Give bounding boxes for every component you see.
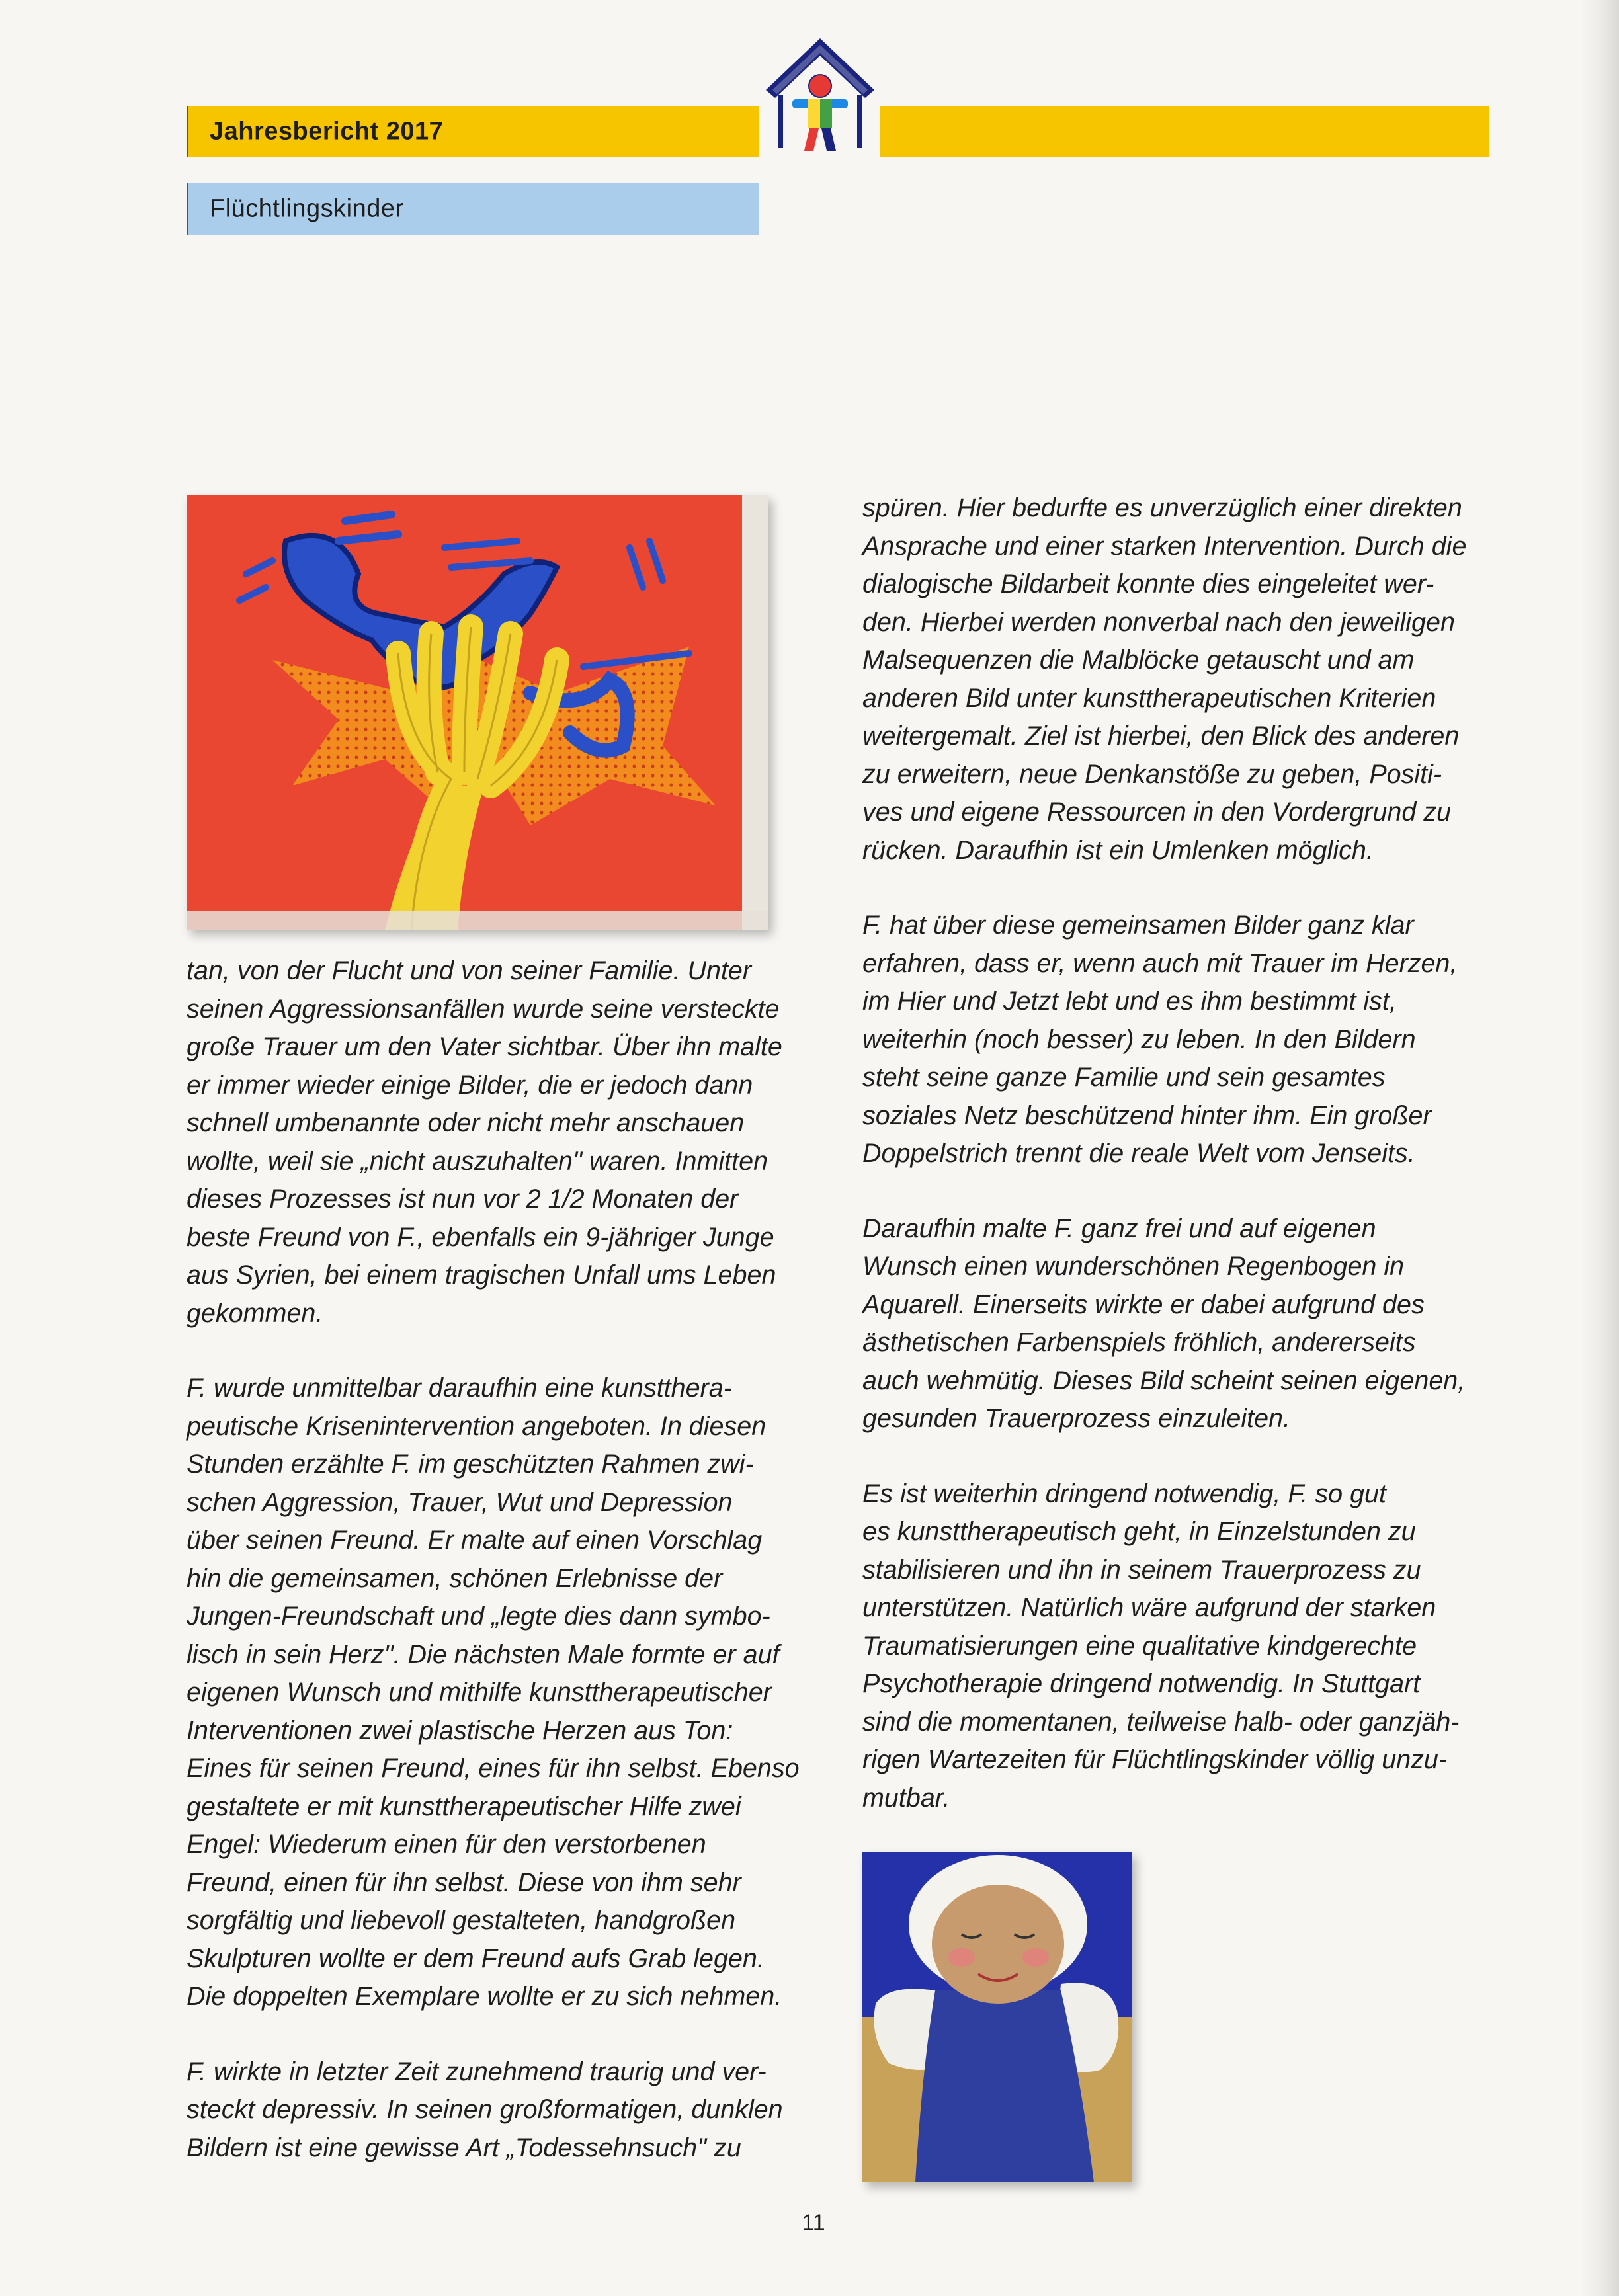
paragraph: spüren. Hier bedurfte es unverzüglich einer direkten Ansprache und einer starken Intervention. Durch die dialogische Bildarbeit konnte dies eingeleitet wer- den. Hierbei werden nonverbal nach den jeweiligen Malsequenzen die Malblöcke getauscht und am anderen Bild unter kunsttherapeutischen Kriterien weitergemalt. Ziel ist hierbei, den Blick des anderen zu erweitern, neue Denkanstöße zu geben, Positi- ves und eigene Ressourcen in den Vordergrund zu rücken. Daraufhin ist ein Umlenken möglich.	[862, 493, 1467, 865]
section-title: Flüchtlingskinder	[210, 194, 404, 223]
paragraph: Es ist weiterhin dringend notwendig, F. so gut es kunsttherapeutisch geht, in Einzelstunden zu stabilisieren und ihn in seinem Trauerprozess zu unterstützen. Natürlich wäre aufgrund der starken Traumatisierungen eine qualitative kindgerechte Psychotherapie dringend notwendig. In Stuttgart sind die momentanen, teilweise halb- oder ganzjäh- rigen Wartezeiten für Flüchtlingskinder völlig unzu- mutbar.	[862, 1479, 1460, 1813]
paragraph: Daraufhin malte F. ganz frei und auf eigenen Wunsch einen wunderschönen Regenbogen in Aquarell. Einerseits wirkte er dabei aufgrund des ästhetischen Farbenspiels fröhlich, andererseits auch wehmütig. Dieses Bild scheint seinen eigenen, gesunden Trauerprozess einzuleiten.	[862, 1213, 1466, 1433]
report-title-bar	[187, 106, 759, 157]
house-child-logo-icon	[761, 34, 880, 164]
child-painting-photo	[187, 495, 768, 930]
right-text-column	[862, 489, 1497, 1854]
clay-angel-photo	[862, 1852, 1132, 2182]
report-title: Jahresbericht 2017	[210, 117, 444, 145]
paragraph: F. wirkte in letzter Zeit zunehmend traurig und ver- steckt depressiv. In seinen großformatigen, dunklen Bildern ist eine gewisse Art „Todessehnsuch" zu	[187, 2057, 783, 2162]
page-number: 11	[802, 2210, 825, 2235]
paragraph: F. hat über diese gemeinsamen Bilder ganz klar erfahren, dass er, wenn auch mit Trauer im Herzen, im Hier und Jetzt lebt und es ihm bestimmt ist, weiterhin (noch besser) zu leben. In den Bildern steht seine ganze Familie und sein gesamtes soziales Netz beschützend hinter ihm. Ein großer Doppelstrich trennt die reale Welt vom Jenseits.	[862, 911, 1458, 1168]
page-edge-shadow	[1579, 0, 1619, 2296]
paragraph: F. wurde unmittelbar daraufhin eine kunstthera- peutische Krisenintervention angeboten. In diesen Stunden erzählte F. im geschützten Rahmen zwi- schen Aggression, Trauer, Wut und Depression über seinen Freund. Er malte auf einen Vorschlag hin die gemeinsamen, schönen Erlebnisse der Jungen-Freundschaft und „legte dies dann symbo- lisch in sein Herz". Die nächsten Male formte er auf eigenen Wunsch und mithilfe kunsttherapeutischer Interventionen zwei plastische Herzen aus Ton: Eines für seinen Freund, eines für ihn selbst. Ebenso gestaltete er mit kunsttherapeutischer Hilfe zwei Engel: Wiederum einen für den verstorbenen Freund, einen für ihn selbst. Diese von ihm sehr sorgfältig und liebevoll gestalteten, handgroßen Skulpturen wollte er dem Freund aufs Grab legen. Die doppelten Exemplare wollte er zu sich nehmen.	[187, 1374, 800, 2011]
yellow-accent-bar	[880, 106, 1489, 157]
section-title-bar	[187, 183, 759, 235]
paragraph: tan, von der Flucht und von seiner Familie. Unter seinen Aggressionsanfällen wurde seine versteckte große Trauer um den Vater sichtbar. Über ihn malte er immer wieder einige Bilder, die er jedoch dann schnell umbenannte oder nicht mehr anschauen wollte, weil sie „nicht auszuhalten" waren. Inmitten dieses Prozesses ist nun vor 2 1/2 Monaten der beste Freund von F., ebenfalls ein 9-jähriger Junge aus Syrien, bei einem tragischen Unfall ums Leben gekommen.	[187, 956, 782, 1328]
left-text-column	[187, 952, 848, 2204]
